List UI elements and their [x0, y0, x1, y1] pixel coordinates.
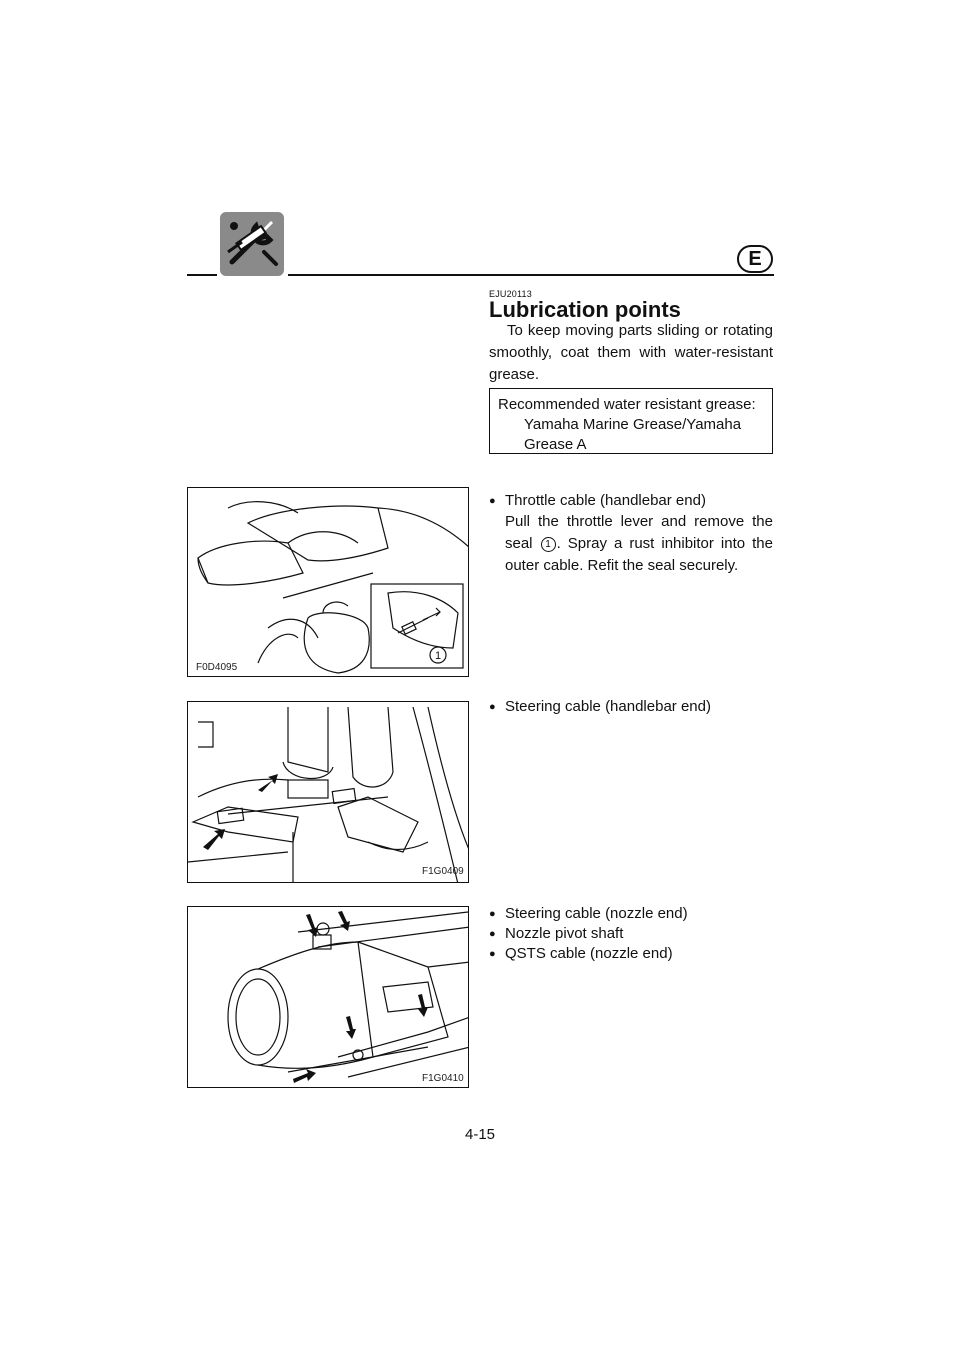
steering-cable-handlebar-illustration	[188, 702, 469, 883]
maintenance-tools-icon	[220, 212, 284, 276]
section-title: Lubrication points	[489, 297, 681, 322]
bullet-icon: ●	[489, 948, 496, 960]
language-badge: E	[737, 245, 773, 273]
list-item-steering-cable-handlebar	[489, 696, 773, 718]
figure-code: F1G0410	[422, 1073, 464, 1084]
item-label: Steering cable (handlebar end)	[505, 698, 711, 715]
item-label: Throttle cable (handlebar end)	[505, 492, 706, 509]
list-item-steering-cable-nozzle	[489, 903, 773, 925]
spec-value-line2: Grease A	[524, 436, 587, 453]
header-rule-left	[187, 274, 217, 276]
item-label: QSTS cable (nozzle end)	[505, 945, 673, 962]
list-item-qsts-cable	[489, 943, 773, 965]
page-number: 4-15	[464, 1126, 496, 1143]
nozzle-end-illustration	[188, 907, 469, 1088]
item-label: Steering cable (nozzle end)	[505, 905, 688, 922]
item-label: Nozzle pivot shaft	[505, 925, 624, 942]
figure-code: F1G0409	[422, 866, 464, 877]
figure-steering-cable-handlebar	[187, 701, 469, 883]
reference-number: 1	[541, 537, 556, 552]
svg-text:1: 1	[434, 650, 442, 662]
spec-value-line1: Yamaha Marine Grease/Yamaha	[524, 416, 742, 433]
list-item-nozzle-pivot-shaft	[489, 923, 773, 945]
bullet-icon: ●	[489, 495, 496, 507]
section-code: EJU20113	[489, 289, 532, 299]
header-rule-right	[288, 274, 774, 276]
spec-label: Recommended water resistant grease:	[498, 396, 756, 413]
figure-code: F0D4095	[196, 662, 238, 673]
throttle-cable-illustration	[188, 488, 469, 677]
bullet-icon: ●	[489, 928, 496, 940]
figure-nozzle-end	[187, 906, 469, 1088]
bullet-icon: ●	[489, 701, 496, 713]
intro-paragraph: To keep moving parts sliding or rotating smoothly, coat them with water-resistant grease.	[489, 322, 773, 383]
list-item-throttle-cable	[489, 490, 773, 512]
throttle-cable-instructions: Pull the throttle lever and remove the seal 1 . Spray a rust inhibitor into the outer cable. Refit the seal securely.	[505, 513, 773, 574]
spec-box	[489, 388, 773, 454]
figure-throttle-cable	[187, 487, 469, 677]
bullet-icon: ●	[489, 908, 496, 920]
